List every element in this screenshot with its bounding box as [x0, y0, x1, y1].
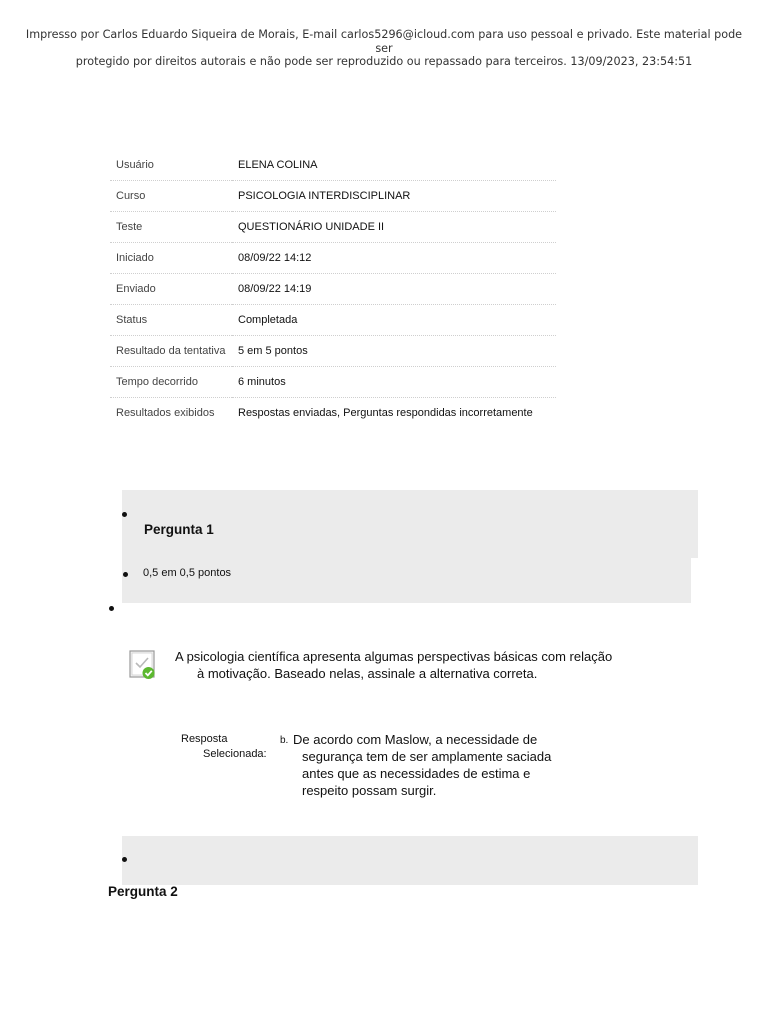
- info-row: [110, 274, 556, 305]
- list-bullet: [122, 857, 127, 862]
- info-value: Completada: [232, 305, 556, 336]
- selected-answer-text: De acordo com Maslow, a necessidade de segurança tem de ser amplamente saciada antes que as necessidades de estima e respeito possam surgir.: [293, 732, 552, 798]
- info-label: Resultados exibidos: [116, 407, 215, 419]
- info-label: Enviado: [110, 274, 232, 305]
- attempt-info-table: [110, 150, 556, 428]
- list-bullet: [123, 572, 128, 577]
- info-value: 08/09/22 14:12: [232, 243, 556, 274]
- info-label: Usuário: [110, 150, 232, 181]
- info-row: [110, 398, 556, 429]
- selected-answer-label: Resposta Selecionada:: [181, 733, 267, 760]
- info-row: [110, 181, 556, 212]
- info-value: Respostas enviadas, Perguntas respondidas incorretamente: [238, 407, 533, 419]
- question-2-title: Pergunta 2: [108, 884, 178, 899]
- info-value: QUESTIONÁRIO UNIDADE II: [232, 212, 556, 243]
- question-1-points-panel: [122, 558, 691, 603]
- info-row: [110, 305, 556, 336]
- watermark-line-1: Impresso por Carlos Eduardo Siqueira de Morais, E-mail carlos5296@icloud.com para uso pessoal e privado. Este material pode ser: [25, 28, 743, 55]
- question-2-header-panel: [122, 836, 698, 885]
- info-value: 08/09/22 14:19: [232, 274, 556, 305]
- question-1-points: 0,5 em 0,5 pontos: [143, 567, 232, 579]
- correct-answer-icon: [129, 650, 157, 680]
- info-row: [110, 336, 556, 367]
- info-row: [110, 212, 556, 243]
- question-1-text: A psicologia científica apresenta algumas perspectivas básicas com relação à motivação. Baseado nelas, assinale a alternativa correta.: [175, 649, 613, 681]
- selected-answer-letter: b.: [280, 735, 289, 746]
- info-label: Iniciado: [110, 243, 232, 274]
- list-bullet: [122, 512, 127, 517]
- info-value: ELENA COLINA: [232, 150, 556, 181]
- info-value: PSICOLOGIA INTERDISCIPLINAR: [232, 181, 556, 212]
- info-row: [110, 243, 556, 274]
- list-bullet: [109, 606, 114, 611]
- print-watermark: [20, 28, 748, 69]
- info-row: [110, 150, 556, 181]
- question-1-title: Pergunta 1: [144, 522, 214, 537]
- watermark-line-2: protegido por direitos autorais e não pode ser reproduzido ou repassado para terceiros. 13/09/2023, 23:54:51: [75, 55, 693, 68]
- info-label: Resultado da tentativa: [110, 336, 232, 367]
- info-value: 5 em 5 pontos: [232, 336, 556, 367]
- info-label: Status: [110, 305, 232, 336]
- info-label: Curso: [110, 181, 232, 212]
- info-value: 6 minutos: [232, 367, 556, 398]
- info-row: [110, 367, 556, 398]
- info-label: Teste: [110, 212, 232, 243]
- info-label: Tempo decorrido: [110, 367, 232, 398]
